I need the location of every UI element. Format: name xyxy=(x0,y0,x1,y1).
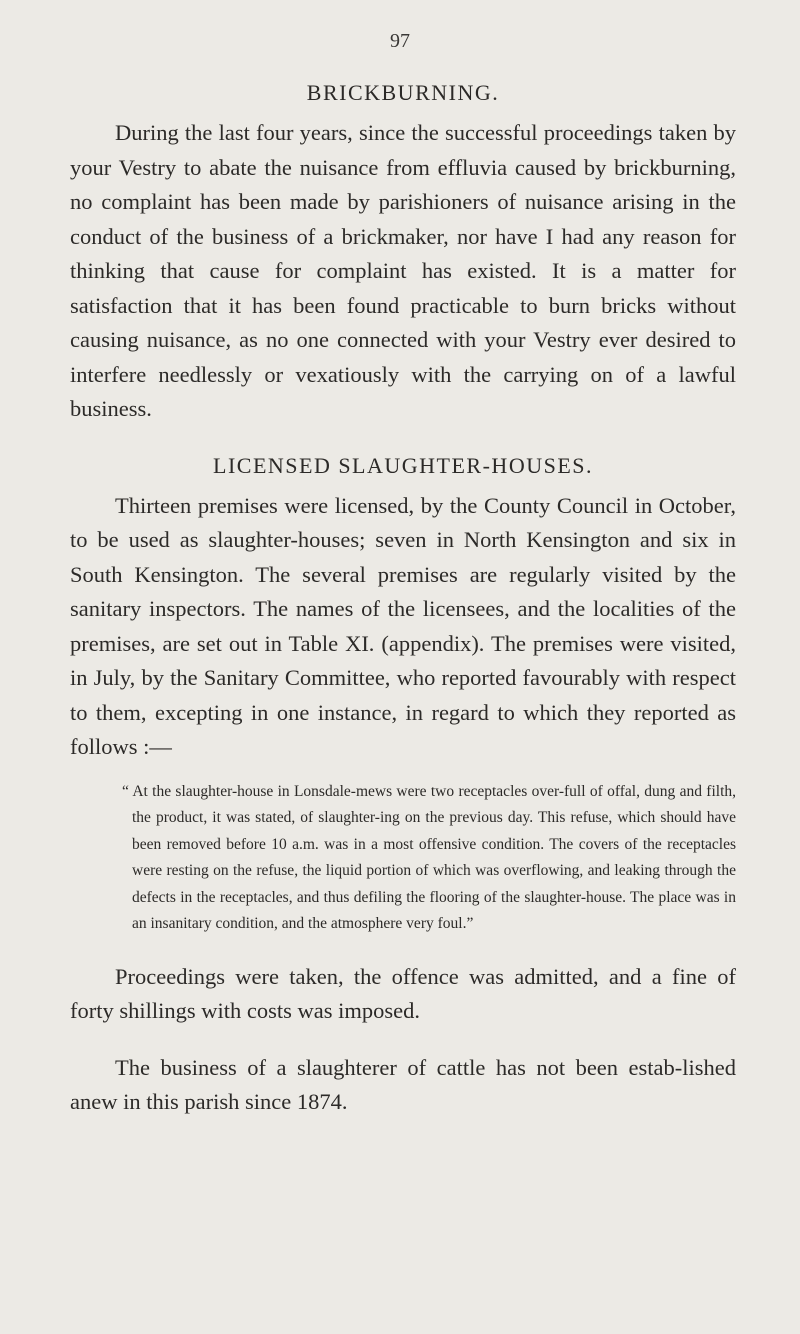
paragraph-brickburning: During the last four years, since the successful proceedings taken by your Vestry to abate the nuisance from effluvia caused by brickburning, no complaint has been made by parishioners of nuisance arising in the conduct of the business of a brickmaker, nor have I had any reason for thinking that cause for complaint has existed. It is a matter for satisfaction that it has been found practicable to burn bricks without causing nuisance, as no one connected with your Vestry ever desired to interfere needlessly or vexatiously with the carrying on of a lawful business. xyxy=(70,120,736,421)
page-number: 97 xyxy=(390,30,410,52)
page-content xyxy=(70,80,736,1120)
paragraph-slaughter-houses: Thirteen premises were licensed, by the County Council in October, to be used as slaughter-houses; seven in North Kensington and six in South Kensington. The several premises are regularly visited by the sanitary inspectors. The names of the licensees, and the localities of the premises, are set out in Table XI. (appendix). The premises were visited, in July, by the Sanitary Committee, who reported favourably with respect to them, excepting in one instance, in regard to which they reported as follows :— xyxy=(70,492,736,759)
paragraph-proceedings: Proceedings were taken, the offence was admitted, and a fine of forty shillings with costs was imposed. xyxy=(70,963,736,1023)
paragraph-closing: The business of a slaughterer of cattle has not been estab-lished anew in this parish since 1874. xyxy=(70,1054,736,1114)
section-heading-brickburning: BRICKBURNING. xyxy=(306,80,500,105)
committee-report-quote: “ At the slaughter-house in Lonsdale-mews were two receptacles over-full of offal, dung and filth, the product, it was stated, of slaughter-ing on the previous day. This refuse, which should have been removed before 10 a.m. was in a most offensive condition. The covers of the receptacles were resting on the refuse, the liquid portion of which was overflowing, and leaking through the defects in the receptacles, and thus defiling the flooring of the slaughter-house. The place was in an insanitary condition, and the atmosphere very foul.” xyxy=(122,782,736,932)
section-heading-slaughter-houses: LICENSED SLAUGHTER-HOUSES. xyxy=(213,452,593,478)
